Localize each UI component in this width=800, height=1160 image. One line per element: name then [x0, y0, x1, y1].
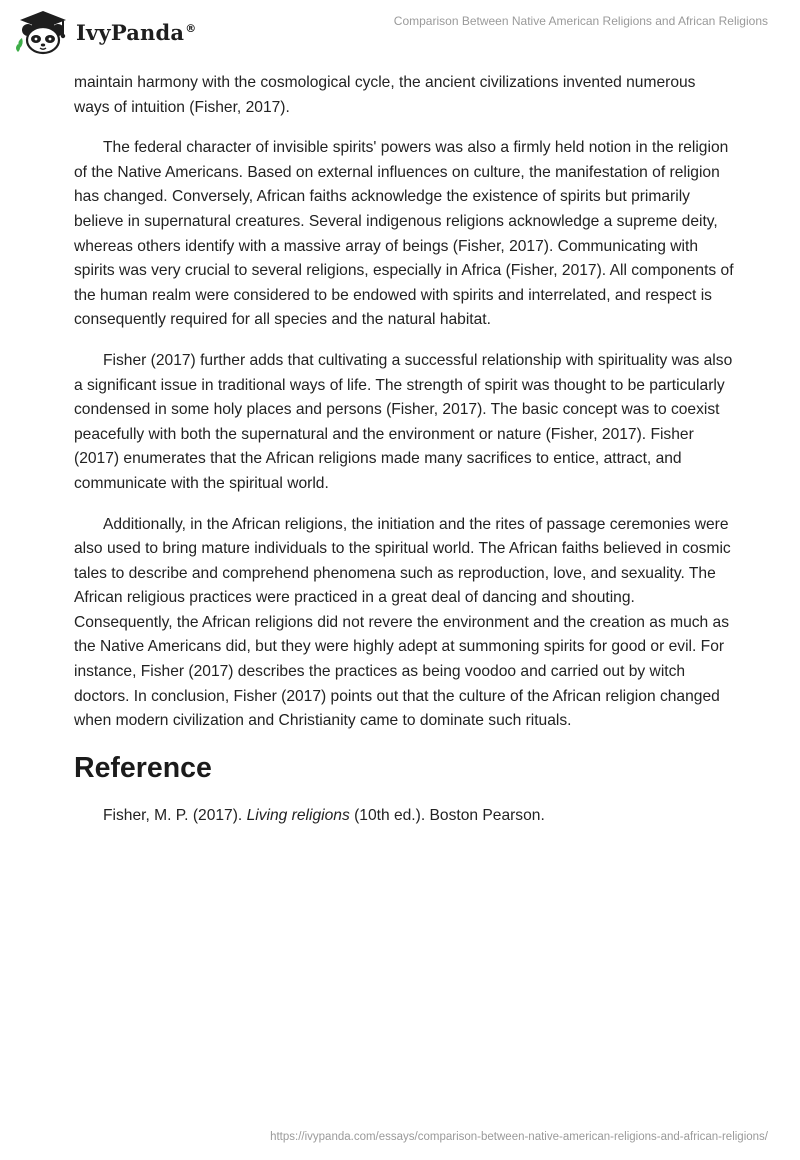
ivypanda-logo[interactable]	[14, 8, 196, 56]
reference-entry	[74, 804, 734, 829]
essay-content	[74, 71, 734, 828]
reference-authors: Fisher, M. P. (2017).	[103, 806, 247, 824]
paragraph-2: The federal character of invisible spirits' powers was also a firmly held notion in the religion of the Native Americans. Based on external influences on culture, the manifestation of religion has changed. Conversely, African faiths acknowledge the existence of spirits but primarily believe in supernatural creatures. Several indigenous religions acknowledge a supreme deity, whereas others identify with a massive array of beings (Fisher, 2017). Communicating with spirits was very crucial to several religions, especially in Africa (Fisher, 2017). All components of the human realm were considered to be endowed with spirits and interrelated, and respect is consequently required for all species and the natural habitat.	[74, 139, 734, 329]
page-header	[0, 0, 800, 70]
document-title: Comparison Between Native American Religions and African Religions	[393, 14, 768, 28]
panda-graduate-icon	[14, 8, 72, 56]
reference-book-title: Living religions	[246, 806, 350, 824]
paragraph-3: Fisher (2017) further adds that cultivating a successful relationship with spirituality was also a significant issue in traditional ways of life. The strength of spirit was thought to be particularly condensed in some holy places and persons (Fisher, 2017). The basic concept was to coexist peacefully with both the supernatural and the environment or nature (Fisher, 2017). Fisher (2017) enumerates that the African religions made many sacrifices to entice, attract, and communicate with the spiritual world.	[74, 351, 733, 492]
reference-publisher: (10th ed.). Boston Pearson.	[349, 806, 545, 824]
reference-heading: Reference	[74, 751, 212, 784]
source-url-link[interactable]: https://ivypanda.com/essays/comparison-between-native-american-religions-and-african-religions/	[270, 1131, 768, 1143]
logo-wordmark: IvyPanda®	[76, 19, 197, 45]
paragraph-1: maintain harmony with the cosmological cycle, the ancient civilizations invented numerous ways of intuition (Fisher, 2017).	[74, 74, 696, 116]
paragraph-4: Additionally, in the African religions, the initiation and the rites of passage ceremonies were also used to bring mature individuals to the spiritual world. The African faiths believed in cosmic tales to describe and comprehend phenomena such as reproduction, love, and sexuality. The African religious practices were practiced in a great deal of dancing and shouting. Consequently, the African religions did not revere the environment and the creation as much as the Native Americans did, but they were highly adept at summoning spirits for good or evil. For instance, Fisher (2017) describes the practices as being voodoo and carried out by witch doctors. In conclusion, Fisher (2017) points out that the culture of the African religion changed when modern civilization and Christianity came to dominate such rituals.	[74, 515, 731, 730]
